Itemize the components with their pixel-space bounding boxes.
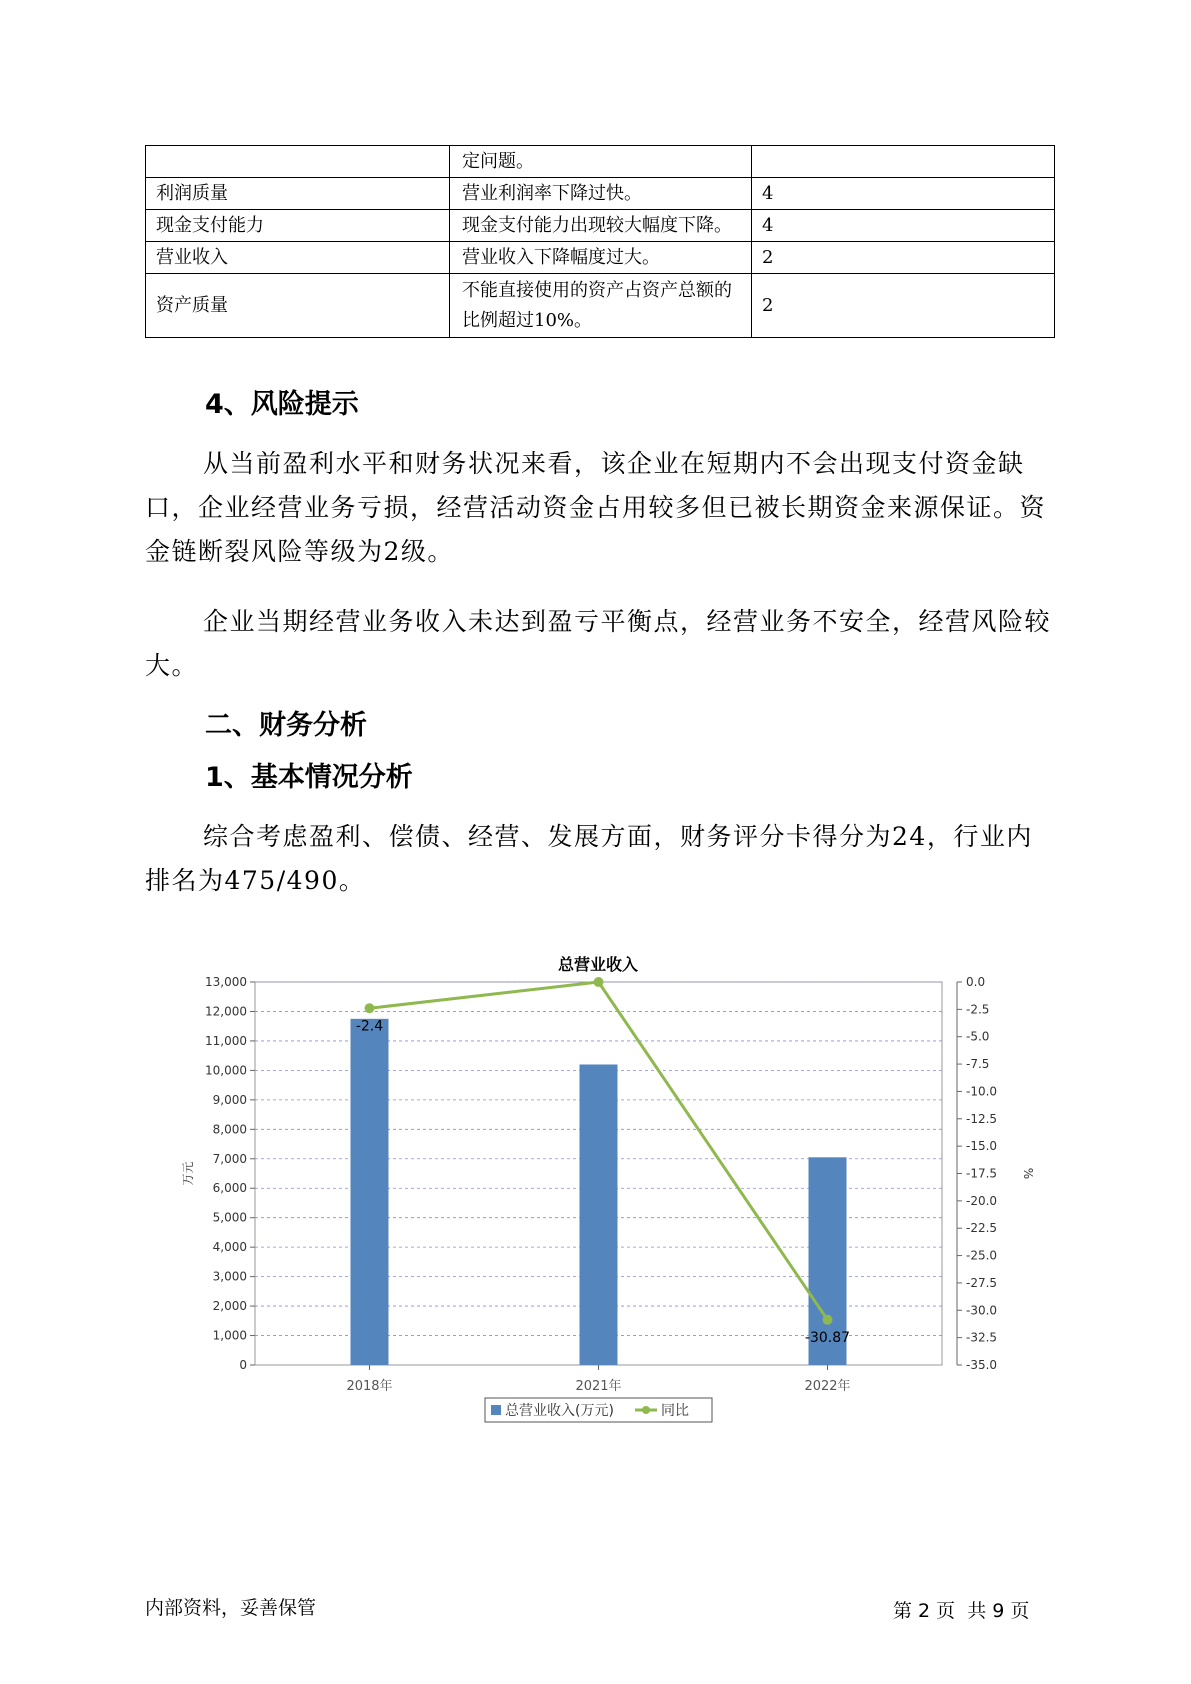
y-right-tick-label: -17.5 [966, 1166, 998, 1181]
y-tick-label: 4,000 [212, 1240, 247, 1255]
yoy-point [594, 977, 604, 987]
y-tick-label: 7,000 [212, 1151, 247, 1166]
bar [580, 1064, 618, 1365]
legend-line-marker [642, 1406, 650, 1414]
y-tick-label: 9,000 [212, 1092, 247, 1107]
revenue-chart-svg [180, 925, 1040, 1419]
y-tick-label: 1,000 [212, 1328, 247, 1343]
indicator-description: 营业收入下降幅度过大。 [450, 242, 752, 274]
bar [351, 1019, 389, 1365]
y-tick-label: 10,000 [205, 1063, 247, 1078]
indicator-name: 营业收入 [146, 242, 450, 274]
indicator-name: 利润质量 [146, 178, 450, 210]
y-tick-label: 5,000 [212, 1210, 247, 1225]
y-tick-label: 2,000 [212, 1299, 247, 1314]
legend-line-label: 同比 [661, 1403, 689, 1419]
table-row [146, 210, 1055, 242]
y-right-tick-label: -20.0 [966, 1193, 998, 1208]
indicator-description: 营业利润率下降过快。 [450, 178, 752, 210]
y-tick-label: 11,000 [205, 1033, 247, 1048]
y-right-tick-label: -2.5 [966, 1002, 990, 1017]
y-axis-label: 万元 [181, 1161, 195, 1186]
indicator-description: 现金支付能力出现较大幅度下降。 [450, 210, 752, 242]
y-tick-label: 6,000 [212, 1181, 247, 1196]
chart-title: 总营业收入 [557, 955, 639, 974]
footer-page-number: 第 2 页 共 9 页 [893, 1600, 1030, 1622]
x-tick-label: 2022年 [804, 1379, 851, 1394]
y-right-tick-label: -15.0 [966, 1139, 998, 1154]
y-right-tick-label: -10.0 [966, 1084, 998, 1099]
y-tick-label: 3,000 [212, 1269, 247, 1284]
indicator-name: 资产质量 [146, 274, 450, 338]
y-right-tick-label: -5.0 [966, 1029, 990, 1044]
indicator-name: 现金支付能力 [146, 210, 450, 242]
table-row [146, 242, 1055, 274]
indicator-score: 4 [752, 178, 1055, 210]
y-tick-label: 13,000 [205, 975, 247, 989]
y-right-tick-label: -22.5 [966, 1221, 998, 1236]
sub-heading-basic: 1、基本情况分析 [205, 762, 413, 793]
legend-bar-label: 总营业收入(万元) [505, 1403, 614, 1419]
y-right-tick-label: -30.0 [966, 1303, 998, 1318]
y-right-tick-label: -12.5 [966, 1111, 998, 1126]
y-right-tick-label: 0.0 [966, 975, 986, 989]
legend-bar-swatch [491, 1405, 501, 1415]
y-tick-label: 8,000 [212, 1122, 247, 1137]
y-right-tick-label: -25.0 [966, 1248, 998, 1263]
indicator-score [752, 146, 1055, 178]
yoy-point [823, 1315, 833, 1325]
revenue-chart [180, 925, 1040, 1419]
table-row [146, 146, 1055, 178]
y-right-tick-label: -27.5 [966, 1275, 998, 1290]
y-right-tick-label: -7.5 [966, 1057, 990, 1072]
risk-paragraph-2: 企业当期经营业务收入未达到盈亏平衡点，经营业务不安全，经营风险较大。 [145, 607, 1052, 680]
indicator-score: 2 [752, 242, 1055, 274]
y-right-axis-label: % [1021, 1167, 1035, 1180]
footer-confidential: 内部资料，妥善保管 [145, 1597, 317, 1619]
y-right-tick-label: -32.5 [966, 1330, 998, 1345]
indicator-score: 4 [752, 210, 1055, 242]
data-label: -30.87 [804, 1329, 851, 1346]
x-tick-label: 2021年 [575, 1379, 622, 1394]
indicator-description: 不能直接使用的资产占资产总额的比例超过10%。 [450, 274, 752, 338]
indicator-description: 定问题。 [450, 146, 752, 178]
data-label: -2.4 [355, 1018, 384, 1035]
indicator-name [146, 146, 450, 178]
section-heading-risk: 4、风险提示 [205, 389, 359, 420]
chart-body [181, 955, 1035, 1422]
y-tick-label: 12,000 [205, 1004, 247, 1019]
table-row [146, 274, 1055, 338]
y-right-tick-label: -35.0 [966, 1358, 998, 1372]
risk-paragraph-1: 从当前盈利水平和财务状况来看，该企业在短期内不会出现支付资金缺口，企业经营业务亏损，经营活动资金占用较多但已被长期资金来源保证。资金链断裂风险等级为2级。 [145, 449, 1047, 566]
indicator-score: 2 [752, 274, 1055, 338]
yoy-point [365, 1003, 375, 1013]
risk-indicator-table [145, 145, 1055, 338]
finance-paragraph-1: 综合考虑盈利、偿债、经营、发展方面，财务评分卡得分为24，行业内排名为475/490。 [145, 822, 1033, 895]
table-row [146, 178, 1055, 210]
y-tick-label: 0 [239, 1358, 247, 1372]
x-tick-label: 2018年 [346, 1379, 393, 1394]
section-heading-finance: 二、财务分析 [205, 710, 367, 741]
